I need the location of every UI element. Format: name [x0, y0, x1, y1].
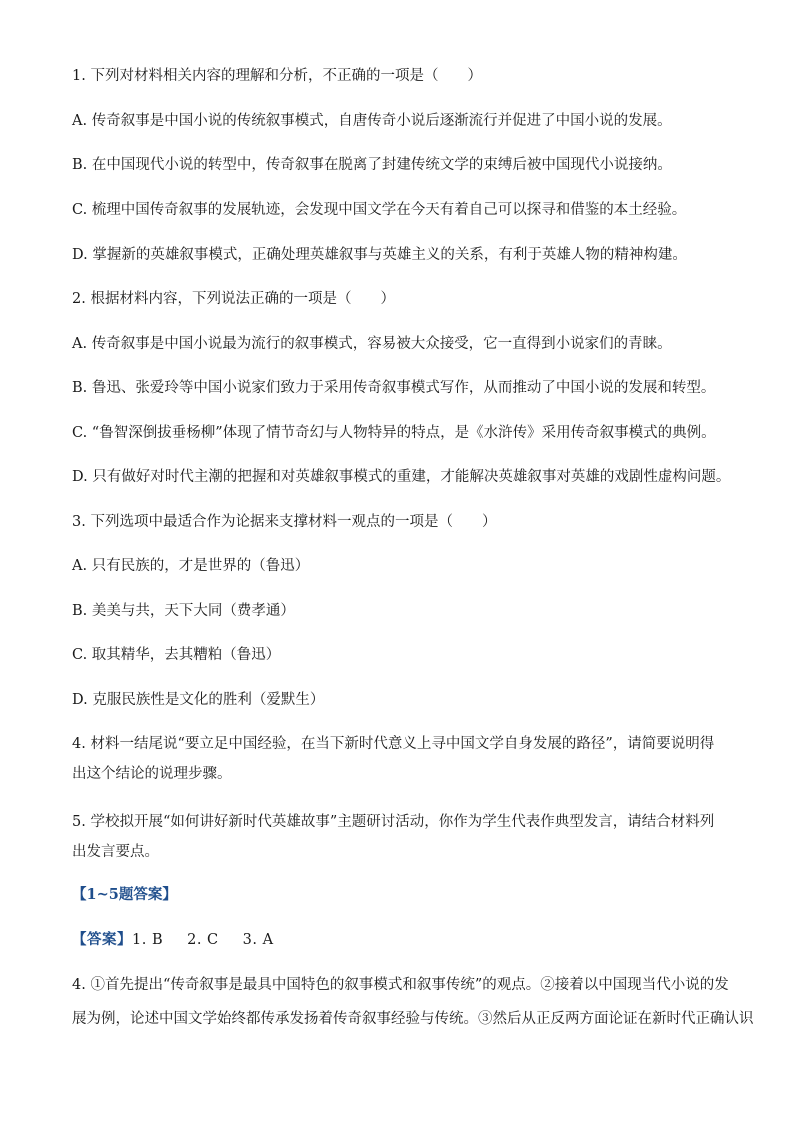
answer-item-1: 1. B — [132, 932, 164, 948]
answer-row — [72, 930, 274, 950]
answer-item-2: 2. C — [187, 932, 219, 948]
question-3-option-b: B. 美美与共，天下大同（费孝通） — [72, 603, 295, 619]
question-1-option-c: C. 梳理中国传奇叙事的发展轨迹，会发现中国文学在今天有着自己可以探寻和借鉴的本土经验。 — [72, 202, 687, 218]
question-5: 5. 学校拟开展“如何讲好新时代英雄故事”主题研讨活动，你作为学生代表作典型发言，请结合材料列出发言要点。 — [72, 814, 715, 860]
question-3-option-c: C. 取其精华，去其糟粕（鲁迅） — [72, 647, 281, 663]
question-1-option-d: D. 掌握新的英雄叙事模式，正确处理英雄叙事与英雄主义的关系，有利于英雄人物的精神构建。 — [72, 247, 687, 263]
question-3-option-d: D. 克服民族性是文化的胜利（爱默生） — [72, 692, 325, 708]
question-4: 4. 材料一结尾说“要立足中国经验，在当下新时代意义上寻中国文学自身发展的路径”，请简要说明得出这个结论的说理步骤。 — [72, 736, 715, 782]
question-1-option-b: B. 在中国现代小说的转型中，传奇叙事在脱离了封建传统文学的束缚后被中国现代小说接纳。 — [72, 157, 672, 173]
answer-item-3: 3. A — [242, 932, 274, 948]
question-3-stem: 3. 下列选项中最适合作为论据来支撑材料一观点的一项是（ ） — [72, 514, 497, 530]
question-2-stem: 2. 根据材料内容，下列说法正确的一项是（ ） — [72, 291, 395, 307]
answer-tag: 【答案】 — [72, 931, 132, 948]
answer-4-line-2: 展为例，论述中国文学始终都传承发扬着传奇叙事经验与传统。③然后从正反两方面论证在新时代正确认识 — [72, 1011, 754, 1027]
question-2-option-c: C. “鲁智深倒拔垂杨柳”体现了情节奇幻与人物特异的特点，是《水浒传》采用传奇叙事模式的典例。 — [72, 425, 716, 441]
question-2-option-a: A. 传奇叙事是中国小说最为流行的叙事模式，容易被大众接受，它一直得到小说家们的青睐。 — [72, 336, 672, 352]
answer-section-heading: 【1~5题答案】 — [72, 886, 177, 903]
question-3-option-a: A. 只有民族的，才是世界的（鲁迅） — [72, 558, 310, 574]
question-2-option-d: D. 只有做好对时代主潮的把握和对英雄叙事模式的重建，才能解决英雄叙事对英雄的戏剧性虚构问题。 — [72, 469, 731, 485]
answer-4-line-1: 4. ①首先提出“传奇叙事是最具中国特色的叙事模式和叙事传统”的观点。②接着以中国现当代小说的发 — [72, 977, 729, 993]
question-1-stem: 1. 下列对材料相关内容的理解和分析，不正确的一项是（ ） — [72, 68, 482, 84]
question-2-option-b: B. 鲁迅、张爱玲等中国小说家们致力于采用传奇叙事模式写作，从而推动了中国小说的发展和转型。 — [72, 380, 716, 396]
question-1-option-a: A. 传奇叙事是中国小说的传统叙事模式，自唐传奇小说后逐渐流行并促进了中国小说的发展。 — [72, 113, 672, 129]
